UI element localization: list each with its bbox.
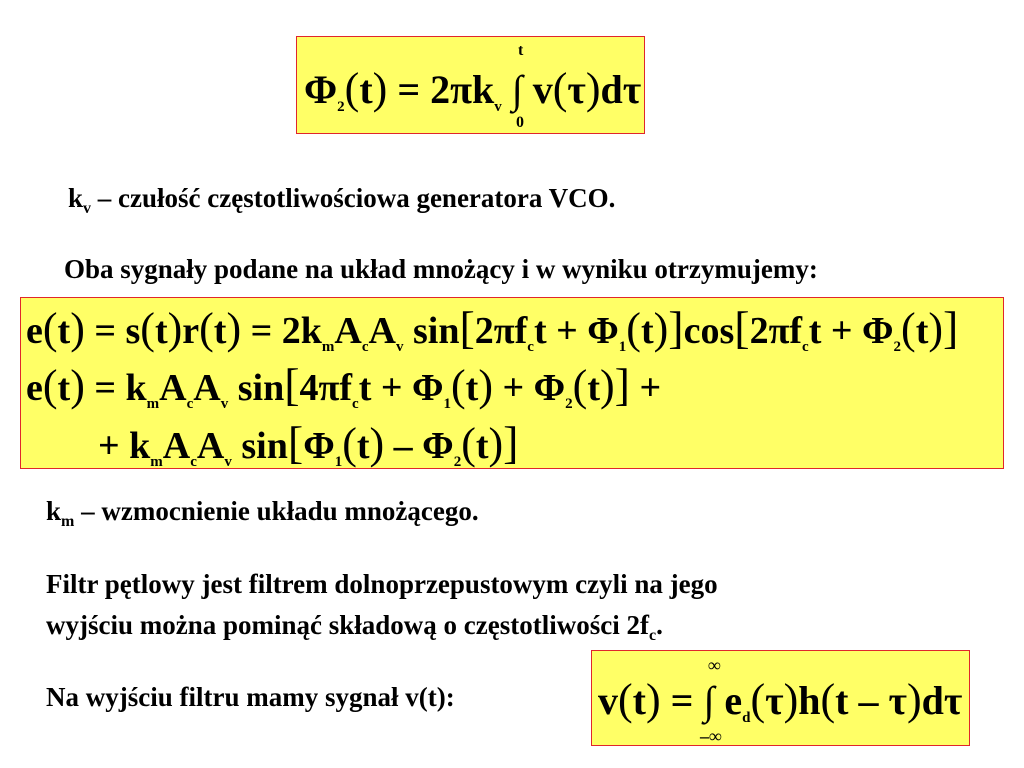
integral-lower-limit: 0: [516, 114, 524, 131]
na-wyjsciu-text: Na wyjściu filtru mamy sygnał v(t):: [46, 682, 455, 712]
oba-sygnaly-text: Oba sygnały podane na układ mnożący i w wyniku otrzymujemy:: [64, 254, 818, 284]
integral-sign: ∫: [511, 67, 523, 112]
equation-line-2: $e(t) = k_mA_cA_v$ $\sin[4\pi f_ct + \Phi_1(t) + \Phi_2(t)]$ +: [26, 359, 662, 412]
km-description: $k_m$ – wzmocnienie układu mnożącego.: [46, 496, 479, 530]
filtr-line-1: Filtr pętlowy jest filtrem dolnoprzepustowym czyli na jego: [46, 569, 718, 599]
integral-upper-limit: ∞: [708, 655, 721, 675]
kv-description: $k_v$ – czułość częstotliwościowa generatora VCO.: [68, 183, 616, 217]
filtr-line-2: wyjściu można pominąć składową o częstotliwości $2f_c$.: [46, 610, 663, 644]
integral-upper-limit: t: [518, 42, 524, 59]
equation-line-3: + $k_mA_cA_v$ $\sin[\Phi_1(t) - \Phi_2(t)]$: [98, 417, 519, 470]
integral-sign: ∫: [703, 678, 715, 723]
integral-lower-limit: –∞: [700, 726, 722, 746]
formula-v: v(t) = ∫ $e_d(\tau)h(t - \tau)d\tau$: [598, 675, 963, 726]
equation-line-1: $e(t) = s(t)r(t) = 2k_mA_cA_v$ $\sin[2\pi f_ct + \Phi_1(t)]\cos[2\pi f_ct + \Phi_2(t)]$: [26, 302, 959, 355]
formula-phi2: $\Phi_2(t) = 2\pi k_v$ ∫ v(τ)dτ: [304, 64, 642, 115]
